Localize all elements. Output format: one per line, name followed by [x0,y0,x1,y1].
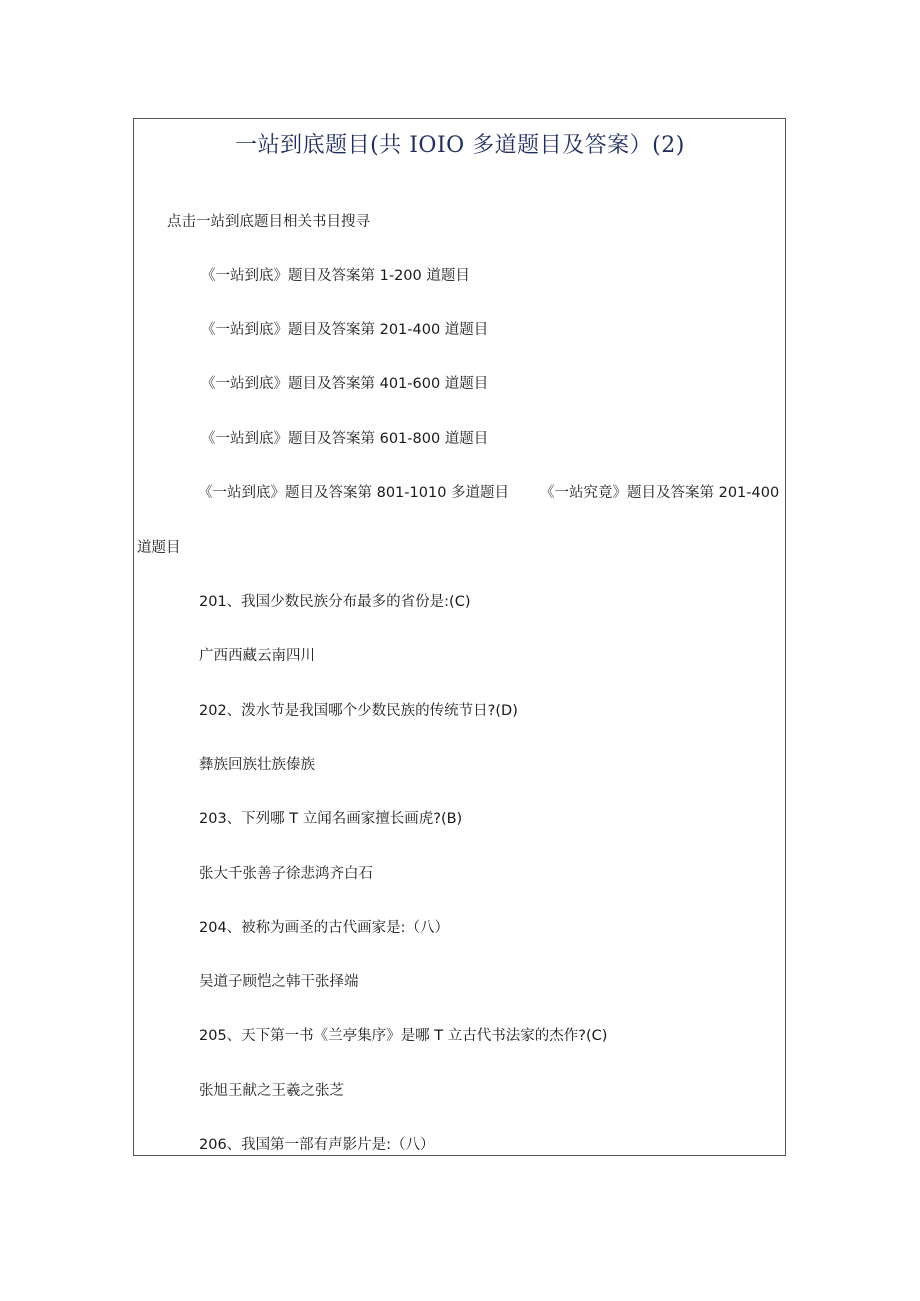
question-205: 205、天下第一书《兰亭集序》是哪 T 立古代书法家的杰作?(C) [199,1028,608,1044]
answer-options-202: 彝族回族壮族傣族 [199,757,315,773]
link-item-4[interactable]: 《一站到底》题目及答案第 601-800 道题目 [201,431,489,447]
link-item-1[interactable]: 《一站到底》题目及答案第 1-200 道题目 [201,268,470,284]
question-204: 204、被称为画圣的古代画家是:（八） [199,920,450,936]
question-201: 201、我国少数民族分布最多的省份是:(C) [199,594,471,610]
link-item-2[interactable]: 《一站到底》题目及答案第 201-400 道题目 [201,322,489,338]
intro-text: 点击一站到底题目相关书目搜寻 [167,214,370,230]
answer-options-204: 吴道子顾恺之韩干张择端 [199,974,359,990]
answer-options-201: 广西西藏云南四川 [199,648,315,664]
question-202: 202、泼水节是我国哪个少数民族的传统节日?(D) [199,703,518,719]
link-item-6[interactable]: 《一站究竟》题目及答案第 201-400 [540,485,780,501]
answer-options-205: 张旭王献之王羲之张芝 [199,1083,344,1099]
link-item-6-tail[interactable]: 道题目 [137,540,181,556]
link-item-5[interactable]: 《一站到底》题目及答案第 801-1010 多道题目 [198,485,510,501]
question-203: 203、下列哪 T 立闻名画家擅长画虎?(B) [199,811,463,827]
answer-options-203: 张大千张善子徐悲鸿齐白石 [199,866,373,882]
page-title: 一站到底题目(共 IOIO 多道题目及答案）(2) [235,133,685,158]
question-206: 206、我国第一部有声影片是:（八） [199,1137,435,1153]
link-item-3[interactable]: 《一站到底》题目及答案第 401-600 道题目 [201,376,489,392]
